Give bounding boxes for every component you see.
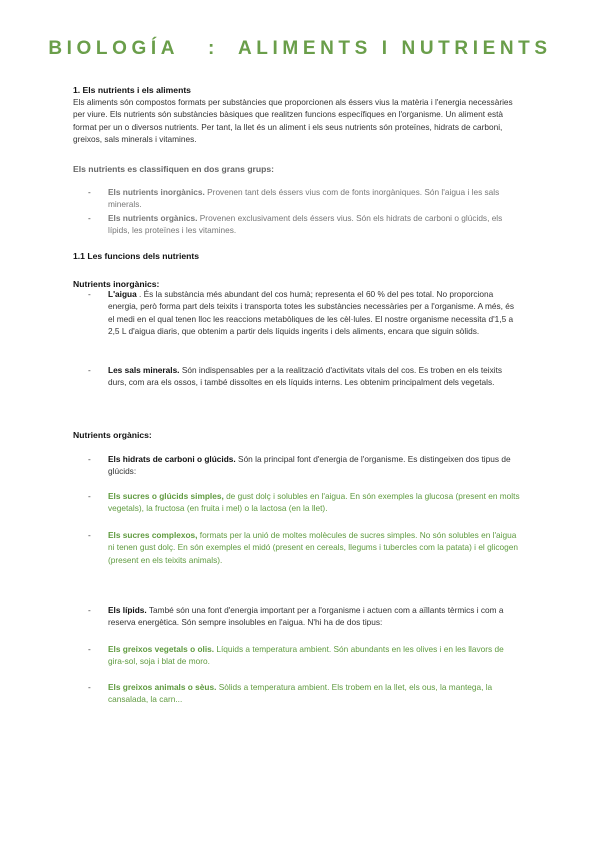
term: Els sucres complexos,	[108, 530, 198, 540]
organic-heading-block	[73, 429, 519, 441]
list-item-carbohydrates	[88, 453, 520, 478]
bullet-dash: -	[88, 365, 91, 375]
list-item-water	[88, 288, 520, 338]
list-item-vegetable-fats	[88, 643, 520, 668]
term: Els nutrients inorgànics.	[108, 187, 205, 197]
bullet-dash: -	[88, 530, 91, 540]
bullet-dash: -	[88, 644, 91, 654]
section-1-1-heading-block	[73, 250, 519, 262]
section-1-paragraph: Els aliments són compostos formats per substàncies que proporcionen als éssers vius la matèria i l'energia necessàries per viure. Els nutrients són substàncies bàsiques que realitzen funcions específiques en l'organisme. Un aliment està format per un o diversos nutrients. Per tant, la llet és un aliment i els seus nutrients són proteïnes, hidrats de carboni, greixos, sals minerals i vitamines.	[73, 97, 513, 145]
description: de gust dolç i solubles en l'aigua. En són exemples la glucosa (present en molts vegetals), la fructosa (en fruita i mel) o la lactosa (en la llet).	[108, 491, 520, 514]
classification-heading-block	[73, 163, 519, 175]
description: Provenen tant dels éssers vius com de fonts inorgàniques. Són l'aigua i les sals minerals.	[108, 187, 500, 210]
term: Els greixos animals o sèus.	[108, 682, 217, 692]
list-item-organic	[88, 212, 520, 237]
list-item-lipids	[88, 604, 520, 629]
term: Els sucres o glúcids simples,	[108, 491, 224, 501]
description: Sòlids a temperatura ambient. Els trobem en la llet, els ous, la mantega, la cansalada, la carn...	[108, 682, 493, 705]
list-item-mineral-salts	[88, 364, 520, 389]
bullet-dash: -	[88, 491, 91, 501]
section-1-heading: 1. Els nutrients i els aliments	[73, 85, 191, 95]
term: Els hidrats de carboni o glúcids.	[108, 454, 236, 464]
bullet-dash: -	[88, 682, 91, 692]
organic-heading: Nutrients orgànics:	[73, 430, 152, 440]
description: . És la substància més abundant del cos humà; representa el 60 % del pes total. No proporciona energia, però forma part dels teixits i transporta totes les substàncies necessàries per a l'organisme. A més, és el medi en el qual tenen lloc les reaccions metabòliques de les cèl·lules. El nostre organisme necessita d'1,5 a 2,5 L d'aigua diaris, que obtenim a partir dels líquids ingerits i dels aliments, encara que siguin sòlids.	[108, 289, 515, 337]
page-title: BIOLOGÍA : ALIMENTS I NUTRIENTS	[48, 38, 552, 59]
description: Són indispensables per a la realització d'activitats vitals del cos. Es troben en els teixits durs, com ara els ossos, i també dissoltes en els líquids interns. Les obtenim principalment dels vegetals.	[108, 365, 503, 388]
inorganic-heading: Nutrients inorgànics:	[73, 279, 160, 289]
description: També són una font d'energia important per a l'organisme i actuen com a aïllants tèrmics i com a reserva energètica. Són sempre insolubles en l'aigua. N'hi ha de dos tipus:	[108, 605, 504, 628]
bullet-dash: -	[88, 187, 91, 197]
list-item-complex-sugars	[88, 529, 520, 566]
list-item-inorganic	[88, 186, 520, 211]
description: Líquids a temperatura ambient. Són abundants en les olives i en les llavors de gira-sol, soja i blat de moro.	[108, 644, 504, 667]
term: Els greixos vegetals o olis.	[108, 644, 215, 654]
list-item-simple-sugars	[88, 490, 520, 515]
term: Els nutrients orgànics.	[108, 213, 198, 223]
term: L'aigua	[108, 289, 137, 299]
bullet-dash: -	[88, 454, 91, 464]
bullet-dash: -	[88, 289, 91, 299]
term: Les sals minerals.	[108, 365, 180, 375]
list-item-animal-fats	[88, 681, 520, 706]
description: Són la principal font d'energia de l'organisme. Es distingeixen dos tipus de glúcids:	[108, 454, 511, 477]
bullet-dash: -	[88, 213, 91, 223]
bullet-dash: -	[88, 605, 91, 615]
section-1-1-heading: 1.1 Les funcions dels nutrients	[73, 251, 200, 261]
description: Provenen exclusivament dels éssers vius. Són els hidrats de carboni o glúcids, els lípids, les proteïnes i les vitamines.	[108, 213, 503, 236]
term: Els lípids.	[108, 605, 147, 615]
section-1	[73, 84, 519, 146]
classification-heading: Els nutrients es classifiquen en dos grans grups:	[73, 164, 275, 174]
description: formats per la unió de moltes molècules de sucres simples. No són solubles en l'aigua ni tenen gust dolç. En són exemples el midó (present en cereals, llegums i tubercles com la patata) i el glicogen (present en els teixits animals).	[108, 530, 518, 565]
